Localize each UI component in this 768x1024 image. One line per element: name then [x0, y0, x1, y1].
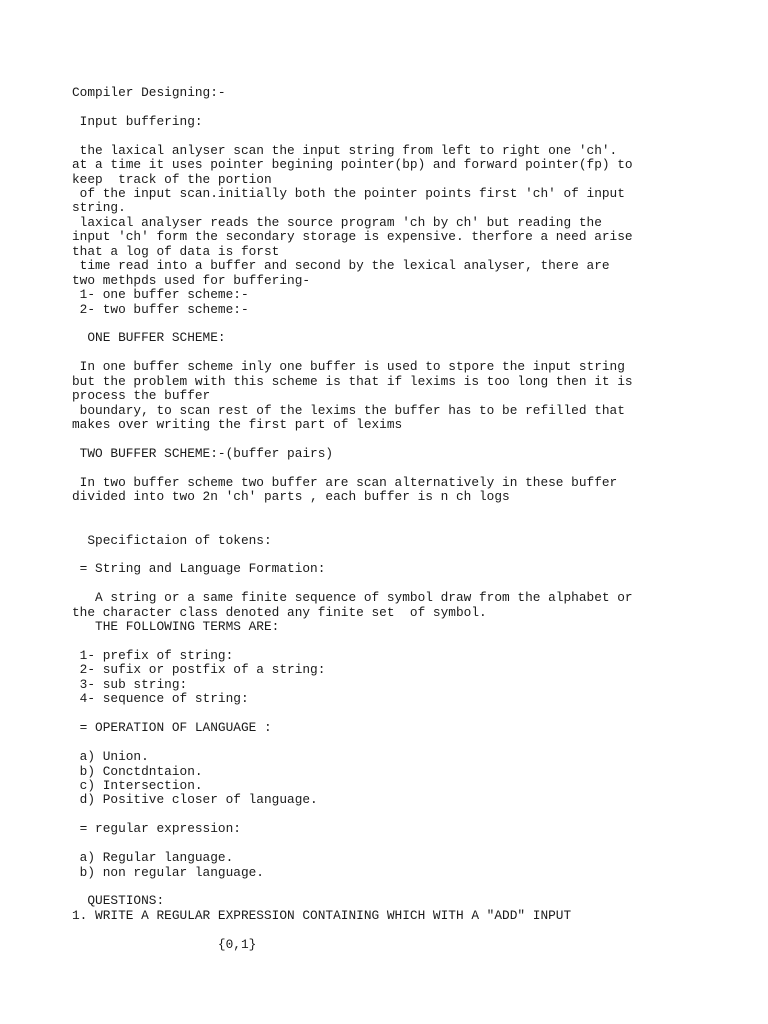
text-line	[72, 100, 692, 114]
text-line: b) Conctdntaion.	[72, 763, 203, 779]
text-line	[72, 129, 692, 143]
text-line: input 'ch' form the secondary storage is expensive. therfore a need arise	[72, 229, 633, 245]
text-line: a) Union.	[72, 749, 149, 765]
text-line: divided into two 2n 'ch' parts , each buffer is n ch logs	[72, 489, 510, 505]
text-line: string.	[72, 200, 126, 216]
text-line	[72, 72, 692, 86]
text-line: TWO BUFFER SCHEME:-(buffer pairs)	[72, 445, 334, 461]
text-line	[72, 635, 692, 649]
text-line: laxical analyser reads the source program 'ch by ch' but reading the	[72, 214, 602, 230]
text-line: boundary, to scan rest of the lexims the buffer has to be refilled that	[72, 402, 625, 418]
text-line	[72, 837, 692, 851]
document-body	[72, 72, 692, 953]
text-line: but the problem with this scheme is that if lexims is too long then it is	[72, 373, 633, 389]
text-line: = OPERATION OF LANGUAGE :	[72, 720, 272, 736]
text-line	[72, 577, 692, 591]
text-line: = regular expression:	[72, 821, 241, 837]
text-line: 2- sufix or postfix of a string:	[72, 662, 326, 678]
text-line: at a time it uses pointer begining pointer(bp) and forward pointer(fp) to	[72, 157, 633, 173]
text-line: the laxical anlyser scan the input string from left to right one 'ch'.	[72, 142, 618, 158]
text-line: QUESTIONS:	[72, 893, 165, 909]
text-line: 4- sequence of string:	[72, 691, 249, 707]
text-line: THE FOLLOWING TERMS ARE:	[72, 619, 280, 635]
text-line: 1. WRITE A REGULAR EXPRESSION CONTAINING WHICH WITH A "ADD" INPUT	[72, 907, 572, 923]
text-line	[72, 548, 692, 562]
text-line: of the input scan.initially both the pointer points first 'ch' of input	[72, 186, 625, 202]
text-line: In two buffer scheme two buffer are scan alternatively in these buffer	[72, 474, 618, 490]
text-line	[72, 923, 692, 937]
text-line	[72, 461, 692, 475]
text-line: d) Positive closer of language.	[72, 792, 318, 808]
text-line: the character class denoted any finite set of symbol.	[72, 604, 487, 620]
text-line: ONE BUFFER SCHEME:	[72, 330, 226, 346]
text-line: In one buffer scheme inly one buffer is used to stpore the input string	[72, 359, 625, 375]
text-line	[72, 519, 692, 533]
text-line: = String and Language Formation:	[72, 561, 326, 577]
text-line: makes over writing the first part of lexims	[72, 417, 403, 433]
text-line	[72, 880, 692, 894]
text-line: 1- prefix of string:	[72, 648, 234, 664]
text-line: that a log of data is forst	[72, 243, 280, 259]
text-line: {0,1}	[72, 936, 257, 952]
text-line: 3- sub string:	[72, 676, 188, 692]
text-line: b) non regular language.	[72, 864, 264, 880]
text-line: Compiler Designing:-	[72, 84, 226, 100]
text-line: two methpds used for buffering-	[72, 272, 311, 288]
text-line	[72, 432, 692, 446]
text-line: Input buffering:	[72, 113, 203, 129]
text-line: c) Intersection.	[72, 777, 203, 793]
text-line: process the buffer	[72, 388, 211, 404]
text-line: 1- one buffer scheme:-	[72, 287, 249, 303]
text-line	[72, 808, 692, 822]
text-line: time read into a buffer and second by the lexical analyser, there are	[72, 258, 610, 274]
text-line	[72, 346, 692, 360]
text-line	[72, 736, 692, 750]
text-line: keep track of the portion	[72, 171, 272, 187]
text-line: a) Regular language.	[72, 850, 234, 866]
text-line	[72, 505, 692, 519]
text-line: 2- two buffer scheme:-	[72, 301, 249, 317]
text-line: A string or a same finite sequence of symbol draw from the alphabet or	[72, 590, 633, 606]
text-line: Specifictaion of tokens:	[72, 532, 272, 548]
text-line	[72, 317, 692, 331]
text-line	[72, 707, 692, 721]
